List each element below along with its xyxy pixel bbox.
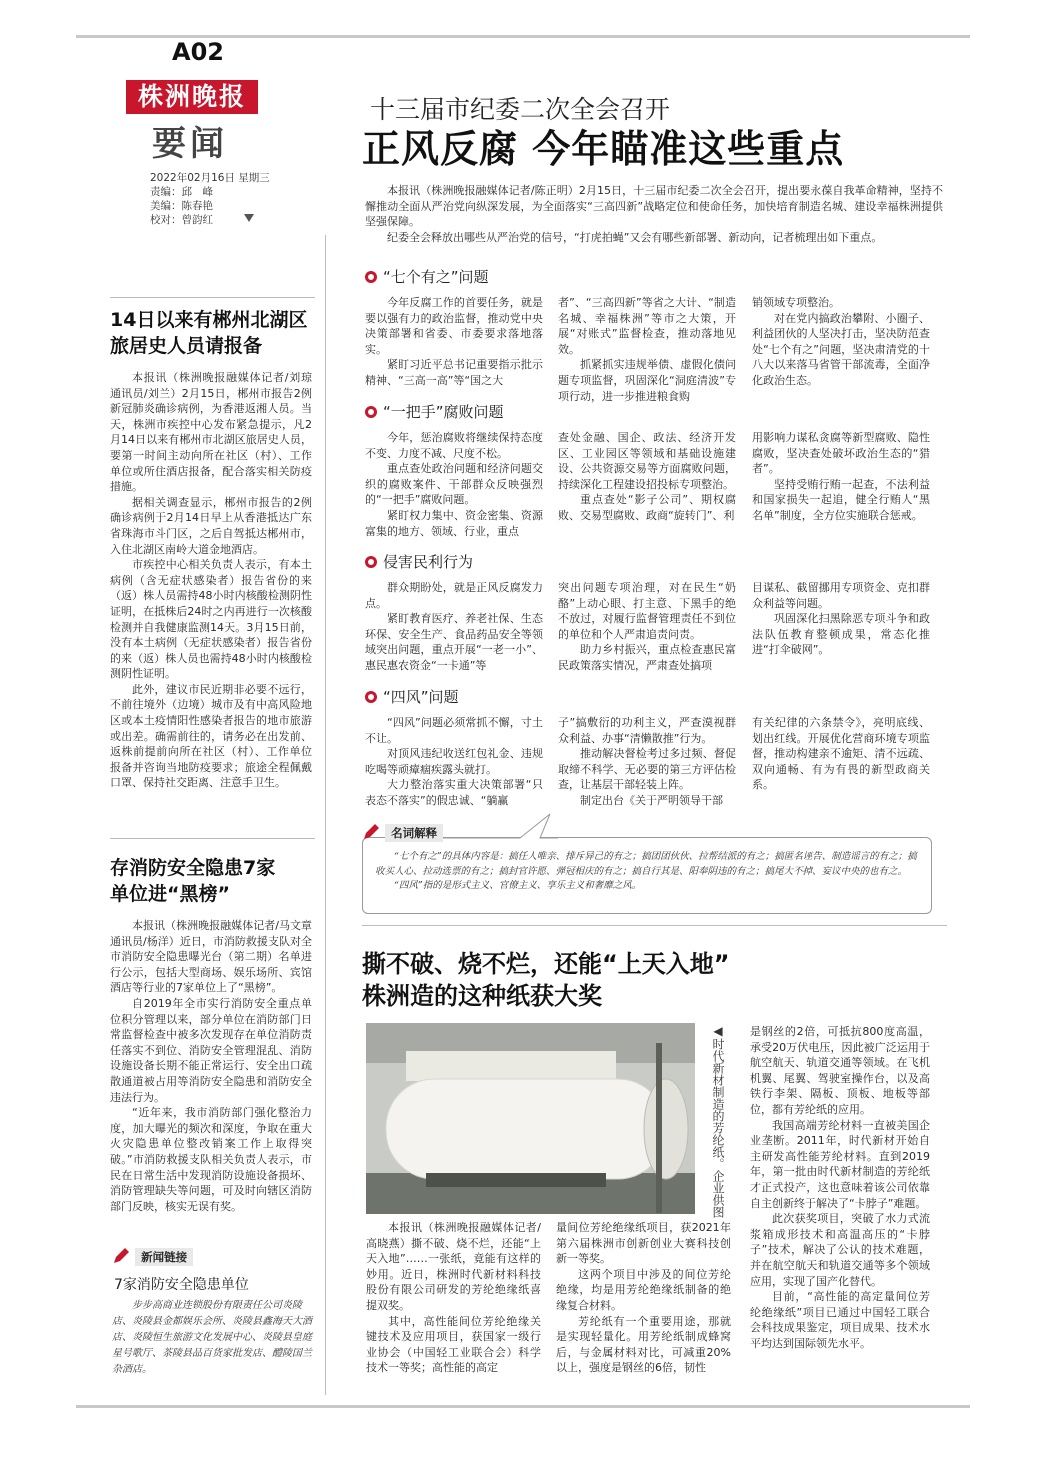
- lead-paragraphs: [365, 183, 943, 245]
- paragraph: “四风”问题必须常抓不懈，寸土不让。: [365, 716, 543, 745]
- paper-headline-1: 撕不破、烧不烂，还能“上天入地”: [362, 950, 730, 978]
- paragraph: 今年，惩治腐败将继续保持态度不变、力度不减、尺度不松。: [365, 431, 543, 460]
- covid-headline: 14日以来有郴州北湖区旅居史人员请报备: [110, 309, 308, 357]
- column-divider: [325, 235, 326, 1395]
- left-top-rule: [110, 297, 315, 298]
- photo-caption: ◀时代新材制造的芳纶纸。企业供图: [711, 1024, 725, 1218]
- subhead-minli: [365, 551, 473, 572]
- paragraph: 紧盯习近平总书记重要指示批示精神、“三高一高”等“国之大: [365, 358, 543, 387]
- paragraph: 紧盯权力集中、资金密集、资源富集的地方、领域、行业，重点: [365, 508, 543, 538]
- glossary-label: 名词解释: [385, 824, 443, 842]
- paragraph: 巩固深化扫黑除恶专项斗争和政法队伍教育整顿成果，常态化推进“打伞破网”。: [752, 612, 930, 657]
- paragraph: 这两个项目中涉及的间位芳纶绝缘，均是用芳纶绝缘纸制备的绝缘复合材料。: [556, 1267, 731, 1312]
- covid-body: [110, 370, 312, 791]
- paragraph: 有关纪律的六条禁令》，亮明底线、划出红线。开展优化营商环境专项监督，推动构建亲不逾矩、清不远疏、双向通畅、有为有畏的新型政商关系。: [752, 716, 930, 792]
- section3-col2: [558, 580, 736, 674]
- section4-col1: [365, 715, 543, 809]
- paragraph: 据相关调查显示，郴州市报告的2例确诊病例于2月14日早上从香港抵达广东省珠海市斗门区，之后自驾抵达郴州市，入住北湖区南岭大道金地酒店。: [110, 495, 312, 556]
- section-title: 要闻: [152, 124, 228, 164]
- paragraph: 此外，建议市民近期非必要不远行，不前往境外（边境）城市及有中高风险地区或本土疫情阳性感染者报告的地市旅游或出差。确需前往的，请务必在出发前、返株前提前向所在社区（村）、工作单位报备并咨询当地防疫要求；旅途全程佩戴口罩、保持社交距离、注意手卫生。: [110, 682, 312, 790]
- issue-date: 2022年02月16日 星期三: [150, 172, 270, 184]
- subhead-seven: [365, 266, 489, 287]
- news-link-text: 步步高商业连锁股份有限责任公司炎陵店、炎陵县金都娱乐会所、炎陵县鑫海天大酒店、炎陵恒生旅游文化发展中心、炎陵县皇庭星号歌厅、茶陵县品百货家批发店、醴陵国兰杂酒店。: [112, 1300, 312, 1375]
- glossary-line: “四风”指的是形式主义、官僚主义、享乐主义和奢靡之风。: [394, 880, 642, 891]
- paragraph: 子”搞敷衍的功利主义，严查漠视群众利益、办事“清懒散推”行为。: [558, 716, 736, 745]
- lead-kicker: 十三届市纪委二次全会召开: [370, 95, 671, 124]
- paragraph: 目谋私、截留挪用专项资金、克扣群众利益等问题。: [752, 581, 930, 610]
- paragraph: 重点查处“影子公司”、期权腐败、交易型腐败、政商“旋转门”、利: [558, 493, 736, 522]
- lead-paragraph: 纪委全会释放出哪些从严治党的信号，“打虎拍蝇”又会有哪些新部署、新动向，记者梳理出如下重点。: [387, 230, 883, 244]
- aramid-paper-photo: [366, 1023, 695, 1214]
- news-link-label: 新闻链接: [135, 1248, 193, 1266]
- news-link-title: 7家消防安全隐患单位: [114, 1277, 249, 1293]
- subhead-text: 侵害民利行为: [383, 553, 474, 571]
- paragraph: 大力整治落实重大决策部署“只表态不落实”的假忠诚、“躺赢: [365, 778, 543, 807]
- subhead-yibashou: [365, 401, 504, 422]
- editor-credit: 责编：邱 峰: [150, 186, 213, 198]
- paragraph: 坚持受贿行贿一起查，不法利益和国家损失一起追，健全行贿人“黑名单”制度，全方位实施联合惩戒。: [752, 477, 930, 522]
- paragraph: 市疾控中心相关负责人表示，有本土病例（含无症状感染者）报告省份的来（返）株人员需持48小时内核酸检测阴性证明，在抵株后24时之内再进行一次核酸检测并自我健康监测14天。3月15日前，没有本土病例（无症状感染者）报告省份的来（返）株人员也需持48小时内核酸检测阴性证明。: [110, 558, 312, 681]
- paper-roll-illustration: [366, 1023, 695, 1214]
- lead-headline: 正风反腐 今年瞄准这些重点: [362, 127, 845, 171]
- bullet-icon: [365, 556, 377, 568]
- left-mid-rule: [110, 838, 315, 839]
- paragraph: 自2019年全市实行消防安全重点单位积分管理以来，部分单位在消防部门日常监督检查中被多次发现存在单位消防责任落实不到位、消防安全管理混乱、消防设施设备长期不能正常运行、安全出口疏散通道被占用等消防安全隐患和消防安全违法行为。: [110, 996, 312, 1104]
- paragraph: 用影响力谋私贪腐等新型腐败、隐性腐败，坚决查处破坏政治生态的“猎者”。: [752, 431, 930, 476]
- bullet-icon: [365, 691, 377, 703]
- paragraph: 重点查处政治问题和经济问题交织的腐败案件、干部群众反映强烈的“一把手”腐败问题。: [365, 462, 543, 507]
- paragraph: 对在党内搞政治攀附、小圈子、利益团伙的人坚决打击，坚决防范查处“七个有之”问题，坚决肃清党的十八大以来落马省管干部流毒，全面净化政治生态。: [752, 311, 930, 387]
- bottom-rule: [76, 1405, 970, 1408]
- section2-col3: [752, 430, 930, 524]
- designer-credit: 美编：陈春艳: [150, 200, 213, 212]
- paragraph: 查处金融、国企、政法、经济开发区、工业园区等领域和基础设施建设、公共资源交易等方面腐败问题，持续深化工程建设招投标专项整治。: [558, 431, 736, 491]
- pen-icon: [112, 1247, 130, 1265]
- subhead-text: “四风”问题: [383, 688, 459, 706]
- section2-col1: [365, 430, 543, 539]
- paragraph: 芳纶纸有一个重要用途，那就是实现轻量化。用芳纶纸制成蜂窝后，与金属材料对比，可减重20%以上，强度是钢丝的6倍，韧性: [556, 1314, 731, 1375]
- paragraph: 今年反腐工作的首要任务，就是要以强有力的政治监督，推动党中央决策部署和省委、市委要求落地落实。: [365, 296, 543, 356]
- paragraph: 推动解决督检考过多过频、督促取缔不科学、无必要的第三方评估检查，让基层干部轻装上阵。: [558, 747, 736, 792]
- section4-col3: [752, 715, 930, 793]
- paragraph: 是钢丝的2倍，可抵抗800度高温，承受20万伏电压，因此被广泛运用于航空航天、轨道交通等领域。在飞机机翼、尾翼、驾驶室操作台，以及高铁行李架、隔板、顶板、地板等部位，都有芳纶纸的应用。: [750, 1025, 930, 1116]
- glossary-label-wrap: [362, 822, 443, 842]
- news-link-label-wrap: [112, 1246, 193, 1266]
- paragraph: “近年来，我市消防部门强化整治力度，加大曝光的频次和深度，争取在重大火灾隐患单位整改销案工作上取得突破。”市消防救援支队相关负责人表示，市民在日常生活中发现消防设施设备损坏、消防管理缺失等问题，可及时向辖区消防部门反映，核实无误有奖。: [110, 1106, 312, 1213]
- paragraph: 紧盯教育医疗、养老社保、生态环保、安全生产、食品药品安全等领域突出问题，重点开展“一老一小”、惠民惠农资金“一卡通”等: [365, 612, 543, 672]
- corner-arrow-icon: [244, 214, 254, 224]
- paragraph: 我国高端芳纶材料一直被美国企业垄断。2011年，时代新材开始自主研发高性能芳纶材料。直到2019年，第一批由时代新材制造的芳纶纸才正式投产，这也意味着该公司依靠自主创新终于解决了“卡脖子”难题。: [750, 1118, 930, 1210]
- paragraph: 量间位芳纶绝缘纸项目，获2021年第六届株洲市创新创业大赛科技创新一等奖。: [556, 1221, 731, 1266]
- paragraph: 者”、“三高四新”等省之大计、“制造名城、幸福株洲”等市之大策，开展“对账式”监督检查，推动落地见效。: [558, 296, 736, 356]
- fire-body: [110, 918, 312, 1214]
- paragraph: 此次获奖项目，突破了水力式流浆箱成形技术和高温高压的“卡脖子”技术，解决了公认的技术难题，并在航空航天和轨道交通等多个领域应用，实现了国产化替代。: [750, 1212, 930, 1288]
- bullet-icon: [365, 406, 377, 418]
- glossary-text: [375, 850, 920, 894]
- speech-pointer-icon: [440, 812, 560, 839]
- paragraph: 助力乡村振兴，重点检查惠民富民政策落实情况，严肃查处搞项: [558, 643, 736, 672]
- glossary-line: “七个有之”的具体内容是：搞任人唯亲、排斥异己的有之；搞团团伙伙、拉帮结派的有之；搞匿名诬告、制造谣言的有之；搞收买人心、拉动选票的有之；搞封官许愿、弹冠相庆的有之；搞自行其是、阳奉阴违的有之；搞尾大不掉、妄议中央的也有之。: [375, 851, 917, 877]
- paragraph: 群众期盼处，就是正风反腐发力点。: [365, 581, 543, 610]
- story-divider: [362, 925, 947, 926]
- paragraph: 抓紧抓实违规举债、虚假化债问题专项监督，巩固深化“洞庭清波”专项行动，进一步推进粮食购: [558, 358, 736, 403]
- pen-icon: [362, 823, 380, 841]
- paper-col1: [366, 1220, 541, 1376]
- paragraph: 本报讯（株洲晚报融媒体记者/马文章 通讯员/杨洋）近日，市消防救援支队对全市消防安全隐患曝光台（第二期）名单进行公示，包括大型商场、娱乐场所、宾馆酒店等行业的7家单位上了“黑榜”。: [110, 919, 312, 995]
- lead-paragraph: 本报讯（株洲晚报融媒体记者/陈正明）2月15日，十三届市纪委二次全会召开，提出要永葆自我革命精神，坚持不懈推动全面从严治党向纵深发展，为全面落实“三高四新”战略定位和使命任务，加快培育制造名城、建设幸福株洲提供坚强保障。: [365, 184, 943, 229]
- bullet-icon: [365, 271, 377, 283]
- section4-col2: [558, 715, 736, 809]
- paragraph: 目前，“高性能的高定量间位芳纶绝缘纸”项目已通过中国轻工联合会科技成果鉴定，项目成果、技术水平均达到国际领先水平。: [750, 1290, 930, 1350]
- page-number: A02: [172, 38, 224, 66]
- paper-col2: [556, 1220, 731, 1376]
- paper-col3: [750, 1024, 930, 1351]
- section1-col3: [752, 295, 930, 389]
- paragraph: 销领域专项整治。: [752, 296, 840, 309]
- paper-headline-2: 株洲造的这种纸获大奖: [362, 982, 602, 1010]
- subhead-sifeng: [365, 686, 459, 707]
- section1-col2: [558, 295, 736, 404]
- section3-col3: [752, 580, 930, 658]
- fire-headline: 存消防安全隐患7家单位进“黑榜”: [110, 857, 276, 905]
- paragraph: 本报讯（株洲晚报融媒体记者/高晓燕）撕不破、烧不烂，还能“上天入地”……一张纸，竟能有这样的妙用。近日，株洲时代新材料科技股份有限公司研发的芳纶绝缘纸喜提双奖。: [366, 1221, 541, 1312]
- section2-col2: [558, 430, 736, 524]
- paragraph: 对顶风违纪收送红包礼金、违规吃喝等顽瘴痼疾露头就打。: [365, 747, 543, 776]
- paragraph: 其中，高性能间位芳纶绝缘关键技术及应用项目，获国家一级行业协会（中国轻工业联合会）科学技术一等奖；高性能的高定: [366, 1314, 541, 1375]
- section3-col1: [365, 580, 543, 674]
- subhead-text: “一把手”腐败问题: [383, 403, 504, 421]
- paragraph: 本报讯（株洲晚报融媒体记者/刘琼 通讯员/刘兰）2月15日，郴州市报告2例新冠肺炎确诊病例，为香港返湘人员。当天，株洲市疾控中心发布紧急提示，凡2月14日以来有郴州市北湖区旅居史人员，要第一时间主动向所在社区（村）、工作单位或所住酒店报备，配合落实相关防疫措施。: [110, 371, 312, 494]
- proof-credit: 校对：曾韵红: [150, 214, 213, 226]
- section1-col1: [365, 295, 543, 389]
- subhead-text: “七个有之”问题: [383, 268, 489, 286]
- paragraph: 突出问题专项治理，对在民生“奶酪”上动心眼、打主意、下黑手的绝不放过，对履行监督管理责任不到位的单位和个人严肃追责问责。: [558, 581, 736, 641]
- paragraph: 制定出台《关于严明领导干部: [580, 793, 723, 807]
- newspaper-logo: 株洲晚报: [126, 80, 258, 114]
